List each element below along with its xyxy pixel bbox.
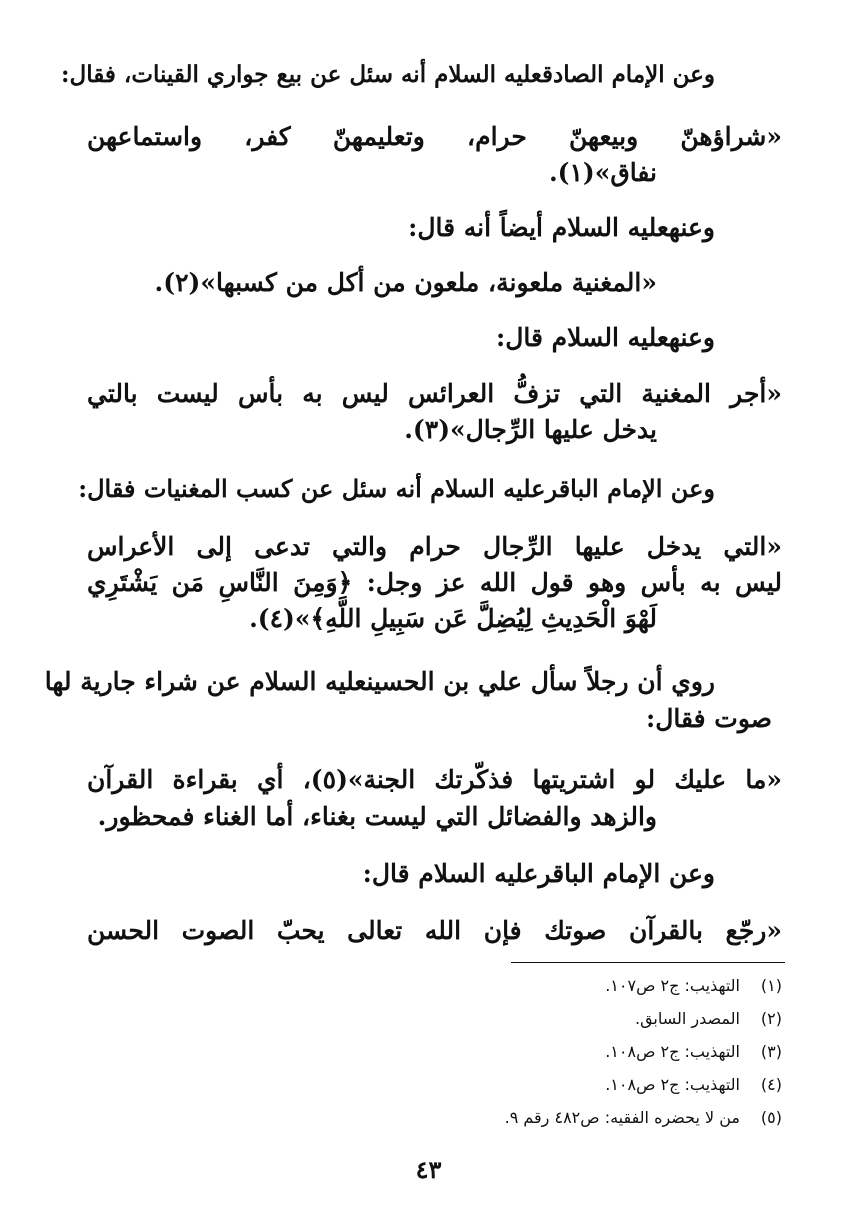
body-line: «أجر المغنية التي تزفُّ العرائس ليس به بأس ليست بالتي bbox=[87, 379, 782, 408]
body-line: «التي يدخل عليها الرِّجال حرام والتي تدعى إلى الأعراس bbox=[87, 532, 782, 561]
footnote bbox=[605, 1041, 782, 1063]
footnote-text: التهذيب: ج٢ ص١٠٧. bbox=[605, 976, 740, 995]
body-line: «المغنية ملعونة، ملعون من أكل من كسبها»(٢). bbox=[154, 268, 657, 297]
body-line: لَهْوَ الْحَدِيثِ لِيُضِلَّ عَن سَبِيلِ اللَّهِ﴾»(٤). bbox=[249, 604, 657, 633]
body-line: نفاق»(١). bbox=[548, 158, 657, 187]
body-line: «ما عليك لو اشتريتها فذكّرتك الجنة»(٥)، أي بقراءة القرآن bbox=[87, 765, 783, 794]
footnote bbox=[505, 1107, 782, 1129]
body-line: «شراؤهنّ وبيعهنّ حرام، وتعليمهنّ كفر، واستماعهن bbox=[87, 122, 782, 151]
footnote bbox=[605, 1074, 782, 1096]
footnote-text: المصدر السابق. bbox=[634, 1009, 740, 1028]
footnote bbox=[635, 1008, 782, 1030]
footnote-number: (٣) bbox=[760, 1042, 782, 1061]
footnote-number: (٥) bbox=[760, 1108, 782, 1127]
body-line: صوت فقال: bbox=[646, 704, 772, 733]
footnote-number: (٢) bbox=[760, 1009, 782, 1028]
body-line: ليس به بأس وهو قول الله عز وجل: ﴿وَمِنَ النَّاسِ مَن يَشْتَرِي bbox=[87, 568, 782, 597]
body-line: وعن الإمام الصادقعليه السلام أنه سئل عن بيع جواري القينات، فقال: bbox=[61, 61, 715, 88]
body-line: يدخل عليها الرِّجال»(٣). bbox=[404, 415, 657, 444]
body-line: روي أن رجلاً سأل علي بن الحسينعليه السلام عن شراء جارية لها bbox=[44, 667, 715, 696]
body-line: والزهد والفضائل التي ليست بغناء، أما الغناء فمحظور. bbox=[97, 802, 657, 831]
footnote-separator bbox=[511, 962, 785, 963]
body-line: وعن الإمام الباقرعليه السلام أنه سئل عن كسب المغنيات فقال: bbox=[78, 474, 715, 503]
body-line: وعنهعليه السلام أيضاً أنه قال: bbox=[408, 213, 715, 242]
footnote-number: (١) bbox=[760, 976, 782, 995]
footnote-number: (٤) bbox=[760, 1075, 782, 1094]
footnote bbox=[605, 975, 782, 997]
body-line: «رجّع بالقرآن صوتك فإن الله تعالى يحبّ الصوت الحسن bbox=[87, 916, 782, 945]
body-line: وعن الإمام الباقرعليه السلام قال: bbox=[362, 859, 715, 888]
page-number: ٤٣ bbox=[415, 1155, 442, 1184]
body-line: وعنهعليه السلام قال: bbox=[496, 323, 715, 352]
footnote-text: التهذيب: ج٢ ص١٠٨. bbox=[605, 1042, 740, 1061]
footnote-text: من لا يحضره الفقيه: ص٤٨٢ رقم ٩. bbox=[504, 1108, 740, 1127]
footnote-text: التهذيب: ج٢ ص١٠٨. bbox=[605, 1075, 740, 1094]
